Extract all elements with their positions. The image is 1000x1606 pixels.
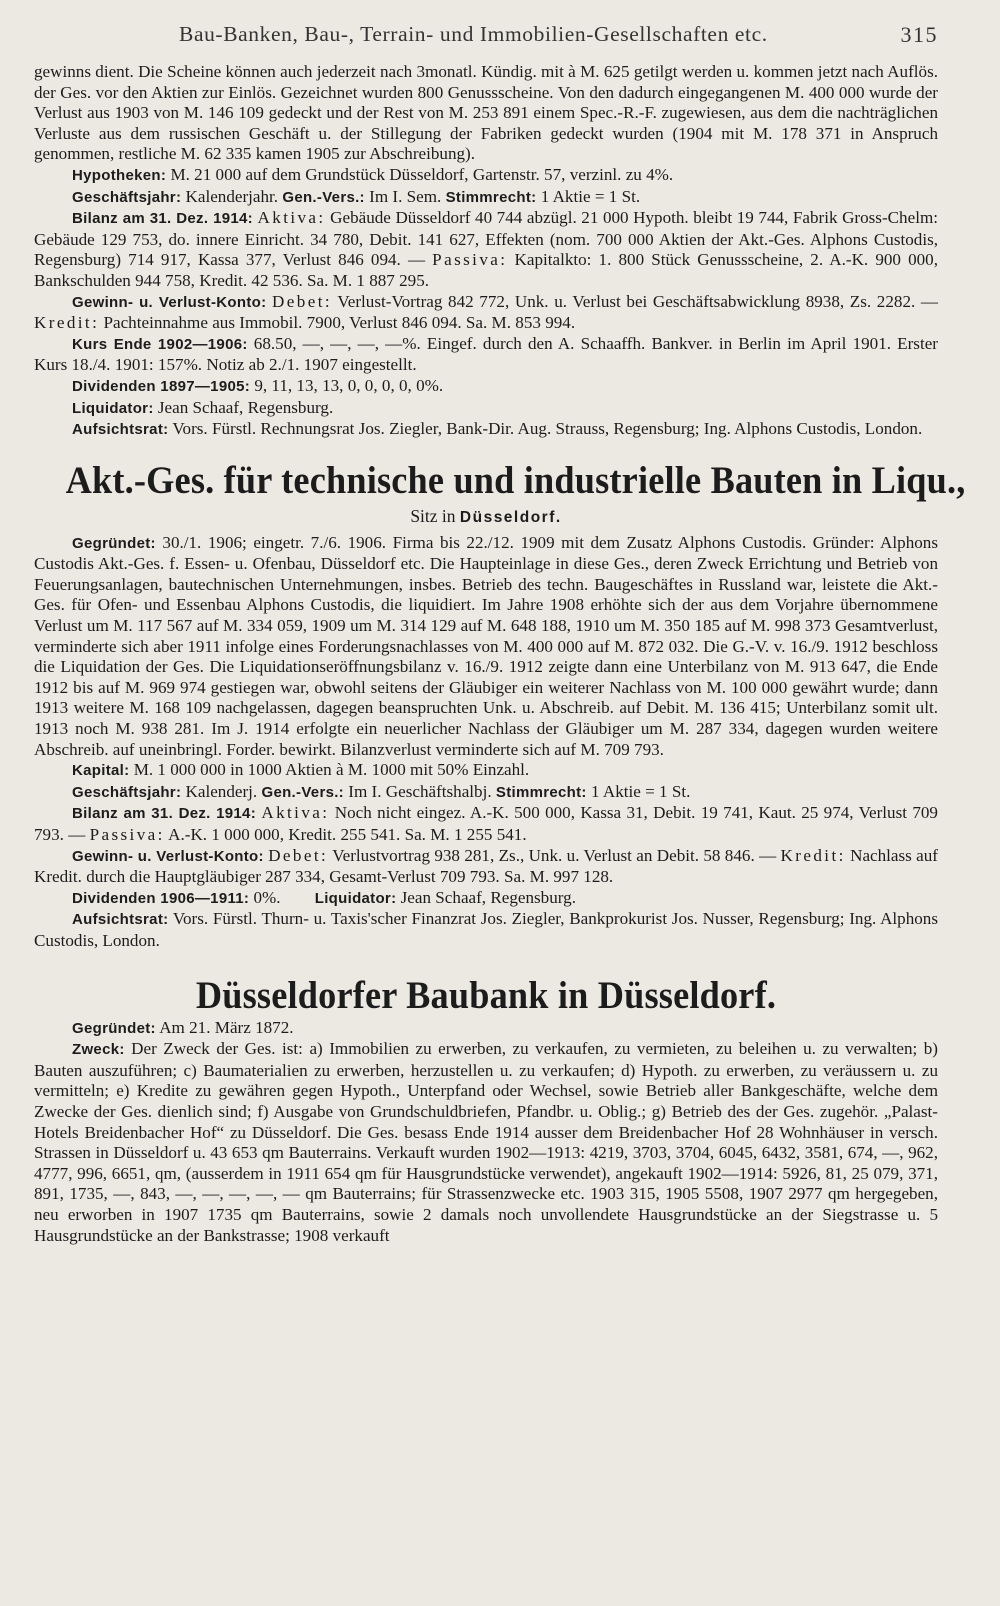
- section-previous-company: [34, 62, 938, 441]
- running-title: Bau-Banken, Bau-, Terrain- und Immobilien-Gesellschaften etc.: [179, 22, 768, 46]
- company-heading: Düsseldorfer Baubank in Düsseldorf.: [195, 973, 777, 1017]
- paragraph-genussscheine: gewinns dient. Die Scheine können auch jederzeit nach 3monatl. Kündig. mit à M. 625 getilgt werden u. kommen jetzt nach Auflös. der Ges. vor den Aktien zur Einlös. Gezeichnet wurden 800 Genussscheine. Von den dadurch eingegangenen M. 400 000 wurde der Verlust aus 1903 von M. 146 109 gedeckt und der Rest von M. 253 891 einem Spec.-R.-F. zugewiesen, aus dem die nachträglichen Verluste aus dem russischen Geschäft u. der Stillegung der Fabriken gedeckt wurden (1904 mit M. 178 371 in Anspruch genommen, restliche M. 62 335 kamen 1905 zur Abschreibung).: [34, 62, 938, 164]
- paragraph-aufsichtsrat: Aufsichtsrat: Vors. Fürstl. Rechnungsrat Jos. Ziegler, Bank-Dir. Aug. Strauss, Regensburg; Ing. Alphons Custodis, London.: [72, 419, 923, 439]
- section-technische-bauten: [34, 458, 966, 952]
- paragraph-gegruendet: Gegründet: 30./1. 1906; eingetr. 7./6. 1906. Firma bis 22./12. 1909 mit dem Zusatz Alphons Custodis. Gründer: Alphons Custodis Akt.-Ges. f. Essen- u. Ofenbau, Düsseldorf etc. Die Haupteinlage in diese Ges., deren Zweck Errichtung und Betrieb von Feuerungsanlagen, bautechnischen Unternehmungen, insbes. Betrieb des techn. Baugeschäftes in Russland war, leistete die Akt.-Ges. für Ofen- und Essenbau Alphons Custodis, die liquidiert. Im Jahre 1908 erhöhte sich der aus dem Vorjahre übernommene Verlust um M. 117 567 auf M. 334 059, 1909 um M. 314 129 auf M. 648 188, 1910 um M. 350 185 auf M. 998 373 Gesamtverlust, verminderte sich aber 1911 infolge eines Forderungsnachlasses von M. 400 000 auf M. 872 032. Die G.-V. v. 16./9. 1912 beschloss die Liquidation der Ges. Die Liquidationseröffnungsbilanz v. 16./9. 1912 zeigte dann eine Unterbilanz von M. 913 647, die Ende 1912 bis auf M. 969 974 gestiegen war, obwohl seitens der Gläubiger ein weiterer Nachlass von M. 100 000 gewährt wurde; dann 1913 weitere M. 168 109 nachgelassen, dagegen beanspruchten Unk. u. Abschreib. auf Debit. M. 136 415; Unterbilanz somit ult. 1913 noch M. 938 281. Im J. 1914 erfolgte ein neuerlicher Nachlass der Gläubiger um M. 287 334, dagegen wurden weitere Abschreib. auf uneinbringl. Forder. bewirkt. Bilanzverlust verminderte sich auf M. 709 793.: [34, 532, 938, 759]
- paragraph-kapital: Kapital: M. 1 000 000 in 1000 Aktien à M. 1000 mit 50% Einzahl.: [72, 760, 530, 780]
- company-heading: Akt.-Ges. für technische und industrielle Bauten in Liqu.,: [65, 458, 966, 502]
- paragraph-gewinn-verlust: Gewinn- u. Verlust-Konto: Debet: Verlust-Vortrag 842 772, Unk. u. Verlust bei Geschäftsabwicklung 8938, Zs. 2282. — Kredit: Pachteinnahme aus Immobil. 7900, Verlust 846 094. Sa. M. 853 994.: [34, 291, 938, 333]
- paragraph-liquidator: Liquidator: Jean Schaaf, Regensburg.: [72, 397, 334, 417]
- page-header: [34, 22, 938, 54]
- paragraph-zweck: Zweck: Der Zweck der Ges. ist: a) Immobilien zu erwerben, zu verkaufen, zu vermieten, zu beleihen u. zu verwalten; b) Bauten auszuführen; c) Baumaterialien zu erwerben, herzustellen u. zu verkaufen; d) Hypoth. zu erwerben, zu veräussern u. zu vermitteln; e) Kredite zu gewähren gegen Hypoth., Unterpfand oder Wechsel, sowie Betrieb aller Bankgeschäfte, welche dem Zwecke der Ges. dienlich sind; f) Ausgabe von Grundschuldbriefen, Pfandbr. u. Oblig.; g) Betrieb des der Ges. zugehör. „Palast-Hotels Breidenbacher Hof“ zu Düsseldorf. Die Ges. besass Ende 1914 ausser dem Breidenbacher Hof 28 Wohnhäuser in versch. Strassen in Düsseldorf u. 43 653 qm Bauterrains. Verkauft wurden 1902—1913: 4219, 3703, 3704, 6045, 6432, 3581, 674, —, 962, 4777, 996, 6651, qm, (ausserdem in 1911 654 qm für Hausgrundstücke verwendet), angekauft 1902—1914: 5926, 81, 25 079, 371, 891, 1735, —, 843, —, —, —, —, — qm Bauterrains; für Strassenzwecke etc. 1903 315, 1905 5508, 1907 2977 qm hergegeben, neu erworben in 1907 1735 qm Bauterrains, sowie 2 damals noch unvollendete Hausgrundstücke an der Siegstrasse u. 5 Hausgrundstücke an der Bankstrasse; 1908 verkauft: [34, 1039, 938, 1245]
- paragraph-dividenden-liquidator: Dividenden 1906—1911: 0%. Liquidator: Jean Schaaf, Regensburg.: [72, 887, 576, 907]
- paragraph-dividenden: Dividenden 1897—1905: 9, 11, 13, 13, 0, 0, 0, 0, 0%.: [72, 375, 444, 395]
- paragraph-geschaeftsjahr: Geschäftsjahr: Kalenderj. Gen.-Vers.: Im I. Geschäftshalbj. Stimmrecht: 1 Aktie = 1 St.: [72, 781, 691, 801]
- section-duesseldorfer-baubank: [34, 974, 938, 1247]
- paragraph-hypotheken: Hypotheken: M. 21 000 auf dem Grundstück Düsseldorf, Gartenstr. 57, verzinl. zu 4%.: [72, 164, 674, 184]
- paragraph-aufsichtsrat: Aufsichtsrat: Vors. Fürstl. Thurn- u. Taxis'scher Finanzrat Jos. Ziegler, Bankprokurist Jos. Nusser, Regensburg; Ing. Alphons Custodis, London.: [34, 909, 939, 950]
- paragraph-bilanz: Bilanz am 31. Dez. 1914: Aktiva: Noch nicht eingez. A.-K. 500 000, Kassa 31, Debit. 19 741, Kaut. 25 974, Verlust 709 793. — Passiva: A.-K. 1 000 000, Kredit. 255 541. Sa. M. 1 255 541.: [34, 803, 938, 844]
- company-seat: Sitz in Düsseldorf.: [410, 505, 562, 526]
- paragraph-kurs: Kurs Ende 1902—1906: 68.50, —, —, —, —%. Eingef. durch den A. Schaaffh. Bankver. in Berlin im April 1901. Erster Kurs 18./4. 1901: 157%. Notiz ab 2./1. 1907 eingestellt.: [34, 333, 938, 375]
- page-number: 315: [900, 22, 938, 47]
- paragraph-bilanz: Bilanz am 31. Dez. 1914: Aktiva: Gebäude Düsseldorf 40 744 abzügl. 21 000 Hypoth. bleibt 19 744, Fabrik Gross-Chelm: Gebäude 129 753, do. innere Einricht. 34 780, Debit. 141 627, Effekten (nom. 700 000 Aktien der Akt.-Ges. Alphons Custodis, Regensburg) 714 917, Kassa 377, Verlust 846 094. — Passiva: Kapitalkto: 1. 800 Stück Genussscheine, 2. A.-K. 900 000, Bankschulden 944 758, Kredit. 42 536. Sa. M. 1 887 295.: [34, 208, 938, 290]
- paragraph-gegruendet: Gegründet: Am 21. März 1872.: [72, 1017, 294, 1037]
- paragraph-gewinn-verlust: Gewinn- u. Verlust-Konto: Debet: Verlustvortrag 938 281, Zs., Unk. u. Verlust an Debit. 58 846. — Kredit: Nachlass auf Kredit. durch die Hauptgläubiger 287 334, Gesamt-Verlust 709 793. Sa. M. 997 128.: [34, 845, 938, 887]
- paragraph-geschaeftsjahr: Geschäftsjahr: Kalenderjahr. Gen.-Vers.: Im I. Sem. Stimmrecht: 1 Aktie = 1 St.: [72, 186, 641, 206]
- label-hypotheken: Hypotheken:: [72, 166, 167, 184]
